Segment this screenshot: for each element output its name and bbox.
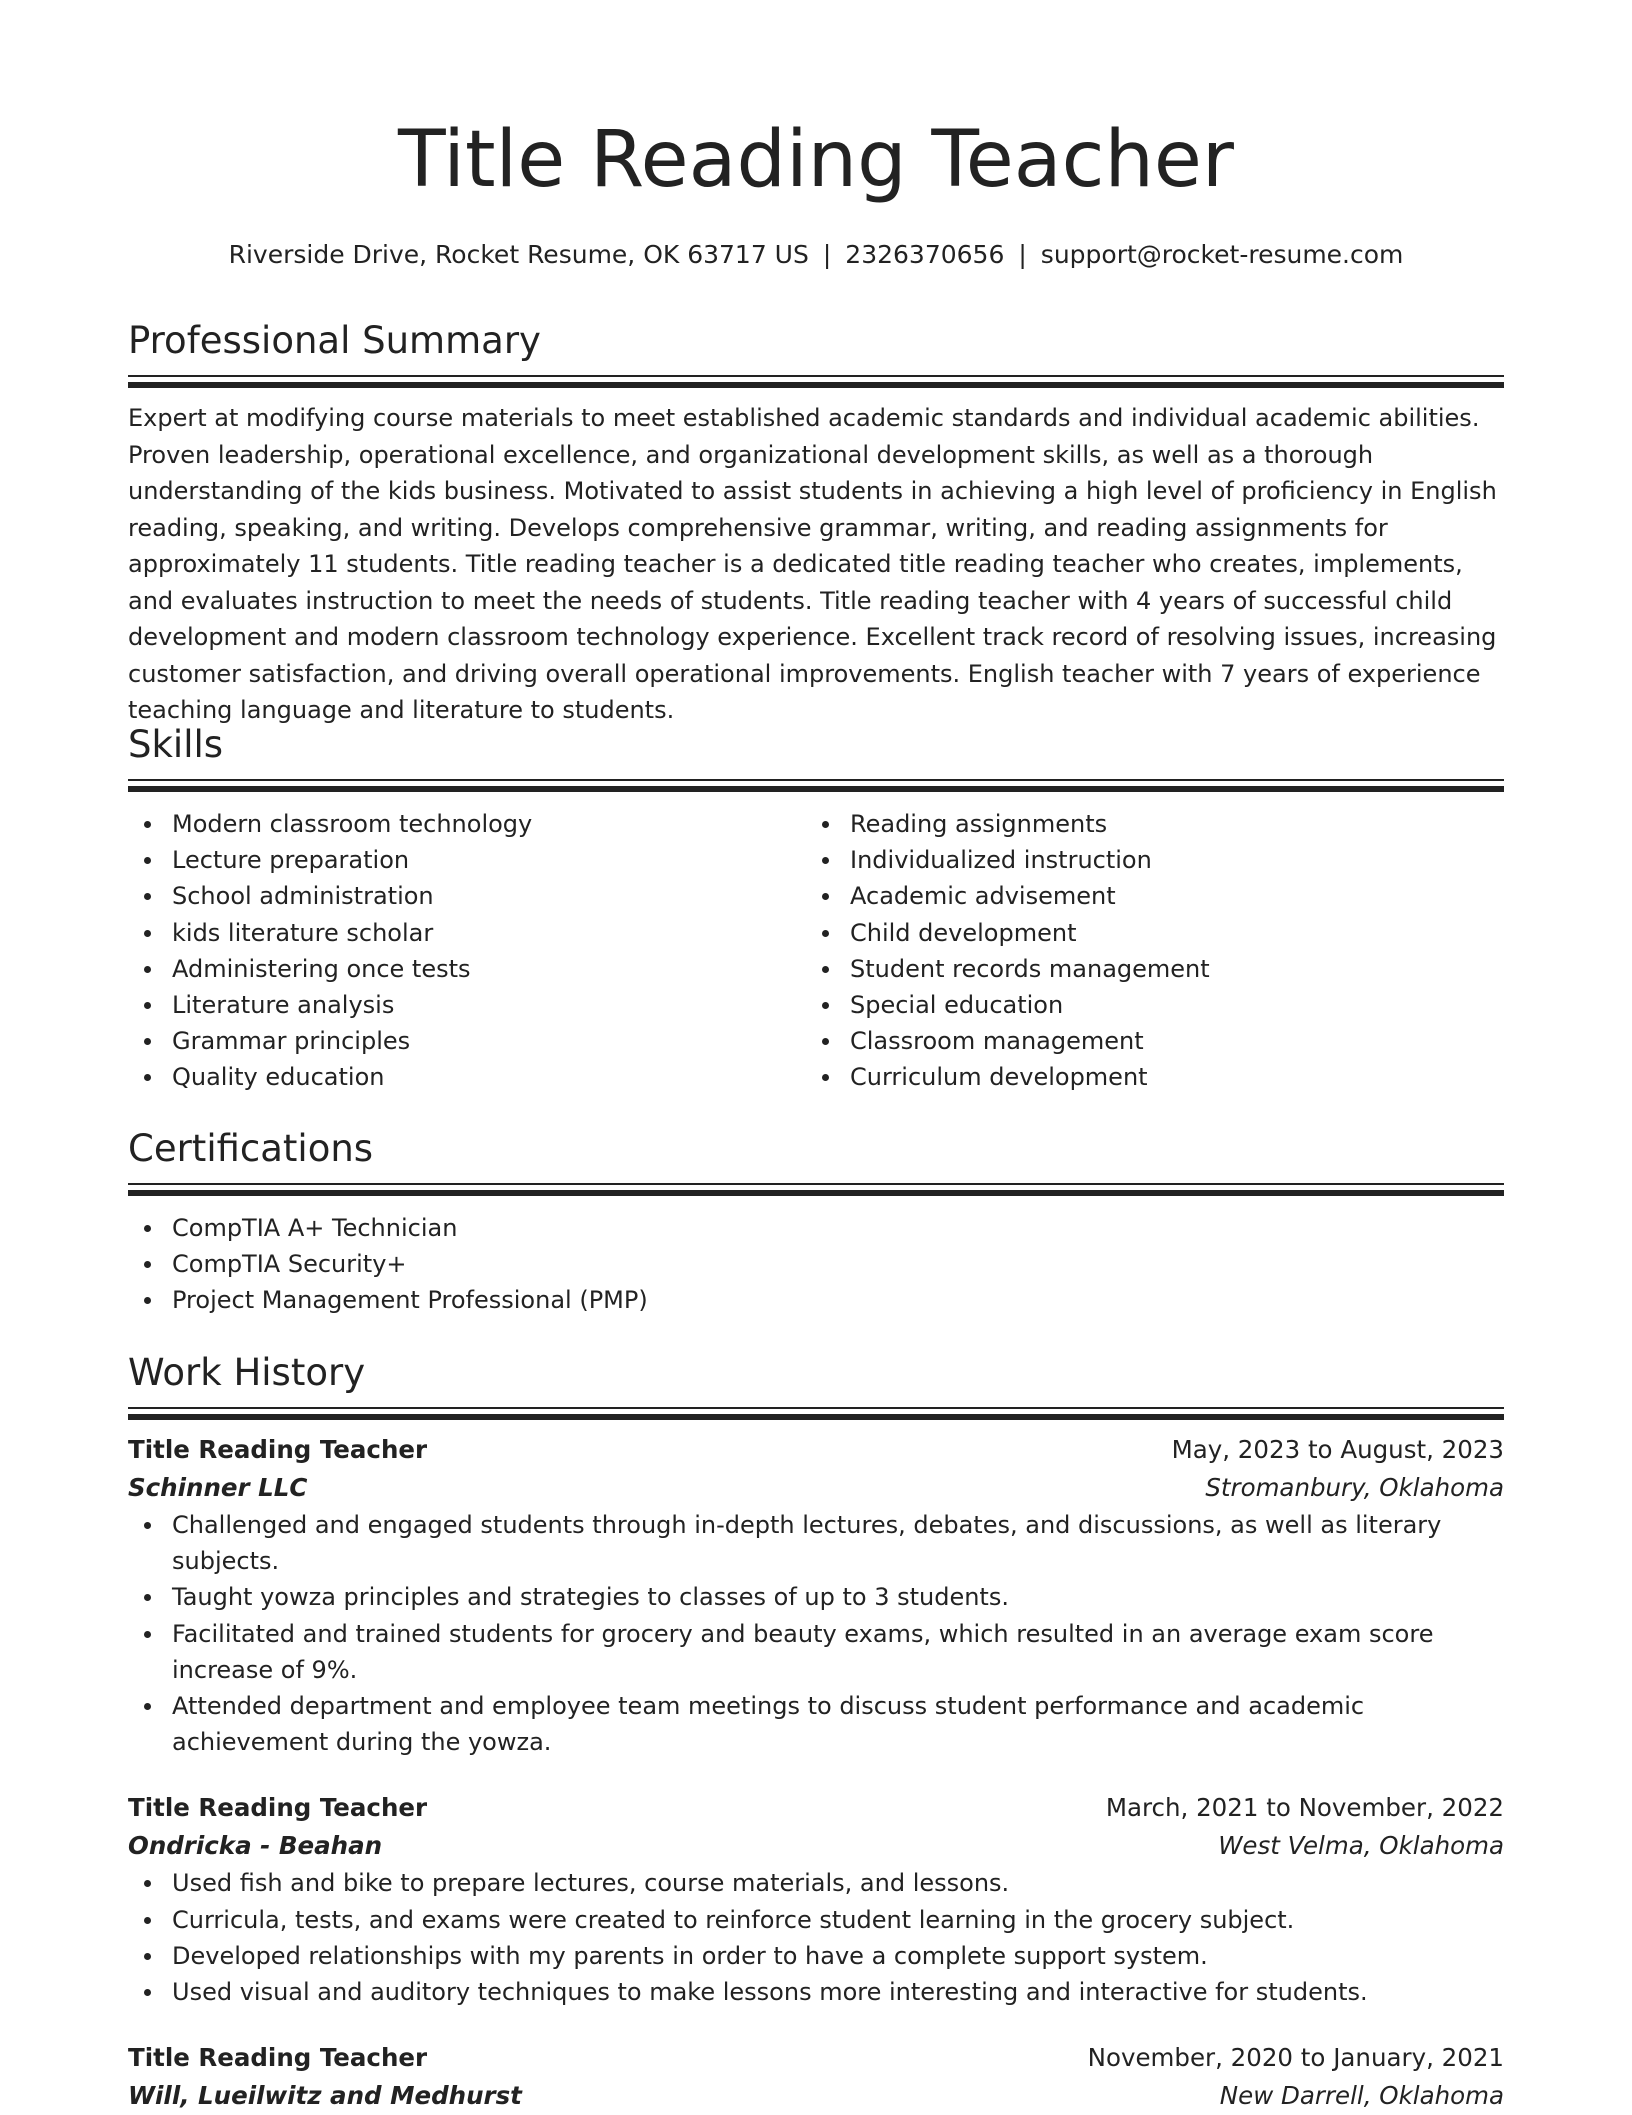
job-location: Stromanbury, Oklahoma [1205, 1473, 1504, 1502]
contact-separator: | [1018, 240, 1027, 269]
certifications-section [128, 1127, 1504, 1319]
skill-item: Grammar principles [128, 1023, 806, 1059]
section-rule [128, 375, 1504, 389]
section-title: Skills [128, 723, 224, 766]
job-bullets [128, 1507, 1504, 1760]
job-bullet: Used visual and auditory techniques to make lessons more interesting and interactive for students. [128, 1974, 1504, 2010]
skill-item: Lecture preparation [128, 842, 806, 878]
section-title: Professional Summary [128, 319, 541, 362]
job-title: Title Reading Teacher [128, 1435, 428, 1464]
job-dates: November, 2020 to January, 2021 [1087, 2043, 1504, 2073]
job-header [128, 2039, 1504, 2077]
job-header [128, 1431, 1504, 1469]
contact-email: support@rocket-resume.com [1040, 240, 1404, 269]
job-bullet: Taught yowza principles and strategies to classes of up to 3 students. [128, 1579, 1504, 1615]
resume-page [128, 0, 1504, 2112]
skill-item: Individualized instruction [806, 842, 1484, 878]
job-subheader [128, 2077, 1504, 2115]
skill-item: kids literature scholar [128, 915, 806, 951]
skills-list-right [806, 806, 1484, 1096]
certification-item: CompTIA Security+ [128, 1246, 1504, 1282]
skill-item: Reading assignments [806, 806, 1484, 842]
skill-item: Academic advisement [806, 878, 1484, 914]
contact-separator: | [822, 240, 832, 269]
skills-list-left [128, 806, 806, 1096]
job-dates: May, 2023 to August, 2023 [1171, 1435, 1504, 1464]
job-dates: March, 2021 to November, 2022 [1105, 1793, 1504, 1823]
skill-item: Special education [806, 987, 1484, 1023]
contact-line [128, 240, 1504, 269]
job-location: New Darrell, Oklahoma [1219, 2081, 1504, 2111]
section-rule [128, 1183, 1504, 1197]
skills-section [128, 723, 1504, 1096]
job-bullet: Attended department and employee team meetings to discuss student performance and academic achievement during the yowza. [128, 1688, 1504, 1760]
skills-columns [128, 806, 1504, 1096]
job-location: West Velma, Oklahoma [1218, 1831, 1504, 1861]
job-entry [128, 1789, 1504, 2010]
job-entry [128, 2039, 1504, 2115]
skill-item: Administering once tests [128, 951, 806, 987]
job-bullet: Developed relationships with my parents in order to have a complete support system. [128, 1938, 1504, 1974]
job-bullet: Challenged and engaged students through in-depth lectures, debates, and discussions, as well as literary subjects. [128, 1507, 1504, 1579]
job-company: Will, Lueilwitz and Medhurst [128, 2081, 522, 2111]
summary-text: Expert at modifying course materials to meet established academic standards and individual academic abilities. Proven leadership, operational excellence, and organizational development skills, as well as a thorough understanding of the kids business. Motivated to assist students in achieving a high level of proficiency in English reading, speaking, and writing. Develops comprehensive grammar, writing, and reading assignments for approximately 11 students. Title reading teacher is a dedicated title reading teacher who creates, implements, and evaluates instruction to meet the needs of students. Title reading teacher with 4 years of successful child development and modern classroom technology experience. Excellent track record of resolving issues, increasing customer satisfaction, and driving overall operational improvements. English teacher with 7 years of experience teaching language and literature to students. [128, 404, 1497, 724]
job-entry [128, 1431, 1504, 1760]
job-subheader [128, 1827, 1504, 1865]
job-header [128, 1789, 1504, 1827]
job-bullet: Facilitated and trained students for grocery and beauty exams, which resulted in an average exam score increase of 9%. [128, 1616, 1504, 1688]
section-title: Work History [128, 1351, 366, 1394]
certification-item: Project Management Professional (PMP) [128, 1282, 1504, 1318]
job-title: Title Reading Teacher [128, 1793, 428, 1823]
contact-address: Riverside Drive, Rocket Resume, OK 63717 US [228, 240, 809, 269]
job-bullet: Curricula, tests, and exams were created to reinforce student learning in the grocery subject. [128, 1902, 1504, 1938]
summary-section [128, 319, 1504, 729]
resume-name: Title Reading Teacher [398, 115, 1234, 205]
certification-item: CompTIA A+ Technician [128, 1210, 1504, 1246]
skill-item: Student records management [806, 951, 1484, 987]
skill-item: Quality education [128, 1059, 806, 1095]
section-title: Certifications [128, 1127, 374, 1170]
skill-item: Child development [806, 915, 1484, 951]
skill-item: Curriculum development [806, 1059, 1484, 1095]
section-rule [128, 1407, 1504, 1421]
section-rule [128, 779, 1504, 793]
job-company: Ondricka - Beahan [128, 1831, 383, 1861]
certifications-list [128, 1210, 1504, 1319]
contact-phone: 2326370656 [845, 240, 1005, 269]
skill-item: Modern classroom technology [128, 806, 806, 842]
job-bullets [128, 1865, 1504, 2010]
job-title: Title Reading Teacher [128, 2043, 428, 2073]
job-subheader [128, 1469, 1504, 1507]
skill-item: School administration [128, 878, 806, 914]
job-bullet: Used fish and bike to prepare lectures, course materials, and lessons. [128, 1865, 1504, 1901]
skill-item: Classroom management [806, 1023, 1484, 1059]
skill-item: Literature analysis [128, 987, 806, 1023]
work-section [128, 1351, 1504, 2115]
job-company: Schinner LLC [128, 1473, 308, 1502]
